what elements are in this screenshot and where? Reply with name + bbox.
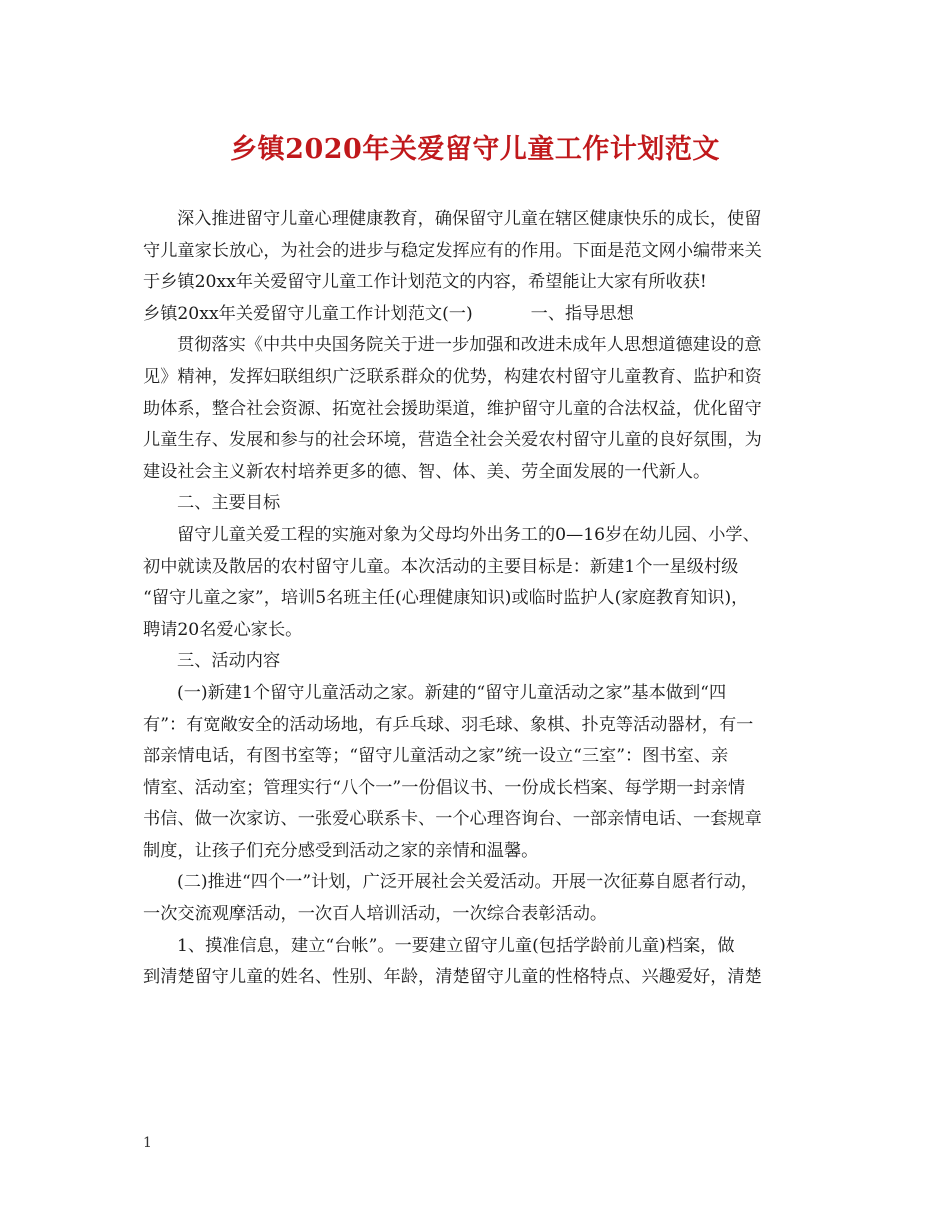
document-body: [143, 204, 813, 994]
paragraph-line: 情室、活动室；管理实行“八个一”一份倡议书、一份成长档案、每学期一封亲情: [143, 777, 745, 798]
paragraph-line: 贯彻落实《中共中央国务院关于进一步加强和改进未成年人思想道德建设的意: [177, 335, 762, 356]
paragraph-line: (二)推进“四个一”计划，广泛开展社会关爱活动。开展一次征募自愿者行动，: [177, 872, 758, 893]
heading-text: 一、指导思想: [530, 303, 634, 324]
paragraph-line: 于乡镇20xx年关爱留守儿童工作计划范文的内容，希望能让大家有所收获!: [143, 272, 707, 293]
paragraph-line: 有”：有宽敞安全的活动场地，有乒乓球、羽毛球、象棋、扑克等活动器材，有一: [143, 714, 754, 735]
paragraph-line: 部亲情电话，有图书室等；“留守儿童活动之家”统一设立“三室”：图书室、亲: [143, 746, 729, 767]
paragraph-line: 助体系，整合社会资源、拓宽社会援助渠道，维护留守儿童的合法权益，优化留守: [143, 398, 762, 419]
paragraph-line: 书信、做一次家访、一张爱心联系卡、一个心理咨询台、一部亲情电话、一套规章: [143, 809, 762, 830]
paragraph-line: 留守儿童关爱工程的实施对象为父母均外出务工的0—16岁在幼儿园、小学、: [177, 524, 760, 545]
paragraph-line: 见》精神，发挥妇联组织广泛联系群众的优势，构建农村留守儿童教育、监护和资: [143, 366, 762, 387]
paragraph-line: 初中就读及散居的农村留守儿童。本次活动的主要目标是：新建1个一星级村级: [143, 556, 739, 577]
section-heading: 三、活动内容: [177, 651, 281, 672]
paragraph-line: 深入推进留守儿童心理健康教育，确保留守儿童在辖区健康快乐的成长，使留: [177, 209, 762, 229]
section-heading-line: [143, 299, 813, 331]
paragraph-line: 聘请20名爱心家长。: [143, 619, 303, 640]
section-heading: 二、主要目标: [177, 493, 281, 514]
paragraph-line: 守儿童家长放心，为社会的进步与稳定发挥应有的作用。下面是范文网小编带来关: [143, 240, 762, 261]
paragraph-line: 建设社会主义新农村培养更多的德、智、体、美、劳全面发展的一代新人。: [143, 461, 711, 482]
paragraph-line: 到清楚留守儿童的姓名、性别、年龄，清楚留守儿童的性格特点、兴趣爱好，清楚: [143, 967, 762, 988]
paragraph-line: 一次交流观摩活动，一次百人培训活动，一次综合表彰活动。: [143, 904, 608, 925]
paragraph-line: 制度，让孩子们充分感受到活动之家的亲情和温馨。: [143, 840, 539, 861]
page-number: 1: [143, 1135, 152, 1151]
paragraph-line: “留守儿童之家”，培训5名班主任(心理健康知识)或临时监护人(家庭教育知识)，: [143, 588, 749, 609]
document-title: 乡镇2020年关爱留守儿童工作计划范文: [230, 134, 720, 165]
subtitle-text: 乡镇20xx年关爱留守儿童工作计划范文(一): [143, 303, 473, 324]
paragraph-line: (一)新建1个留守儿童活动之家。新建的“留守儿童活动之家”基本做到“四: [177, 682, 727, 703]
paragraph-line: 儿童生存、发展和参与的社会环境，营造全社会关爱农村留守儿童的良好氛围，为: [143, 430, 762, 451]
paragraph-line: 1、摸准信息，建立“台帐”。一要建立留守儿童(包括学龄前儿童)档案，做: [177, 935, 735, 956]
